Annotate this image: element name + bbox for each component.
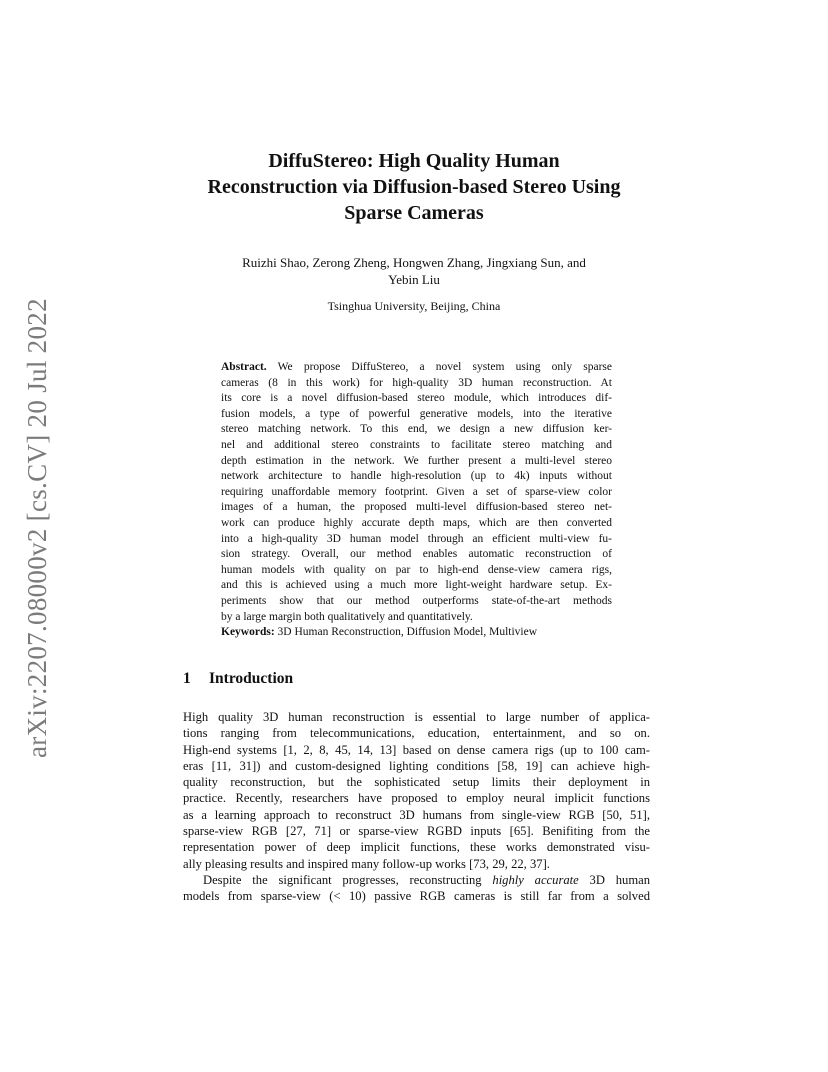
abstract-line: by a large margin both qualitatively and quantitatively. [221,610,473,623]
keywords-label: Keywords: [221,626,275,638]
abstract-line: requiring unaffordable memory footprint. Given a set of sparse-view color [221,485,612,498]
section-number: 1 [183,670,191,687]
abstract-line [221,360,612,376]
arxiv-stamp: arXiv:2207.08000v2 [cs.CV] 20 Jul 2022 [22,298,52,758]
body-line [183,872,650,888]
author-list [190,254,638,288]
abstract-line: human models with quality on par to high-end dense-view camera rigs, [221,563,612,576]
emphasis-text: highly accurate [492,872,579,887]
title-line: Sparse Cameras [344,202,484,224]
paper-title [150,148,678,226]
abstract-label: Abstract. [221,361,267,373]
body-line: ally pleasing results and inspired many follow-up works [73, 29, 22, 37]. [183,856,550,871]
authors-line: Ruizhi Shao, Zerong Zheng, Hongwen Zhang, Jingxiang Sun, and [242,255,586,270]
body-line: models from sparse-view (< 10) passive RGB cameras is still far from a solved [183,889,650,904]
section-heading-introduction [183,669,293,689]
body-line: quality reconstruction, but the sophisticated setup limits their deployment in [183,775,650,790]
abstract-line: depth estimation in the network. We further present a multi-level stereo [221,454,612,467]
body-line: practice. Recently, researchers have proposed to employ neural implicit functions [183,791,650,806]
abstract [221,360,612,625]
abstract-line: sion strategy. Overall, our method enables automatic reconstruction of [221,548,612,561]
body-line: as a learning approach to reconstruct 3D humans from single-view RGB [50, 51], [183,807,650,822]
body-line: representation power of deep implicit functions, these works demonstrated visu- [183,840,650,855]
abstract-line: images of a human, the proposed multi-level diffusion-based stereo net- [221,501,612,514]
abstract-line: nel and additional stereo constraints to facilitate stereo matching and [221,438,612,451]
abstract-line: stereo matching network. To this end, we design a new diffusion ker- [221,423,612,436]
body-line: sparse-view RGB [27, 71] or sparse-view RGBD inputs [65]. Benifiting from the [183,824,650,839]
body-text-run: Despite the significant progresses, reconstructing [203,872,493,887]
section-title: Introduction [209,670,294,687]
abstract-text: We propose DiffuStereo, a novel system using only sparse [266,361,612,373]
abstract-line: work can produce highly accurate depth maps, which are then converted [221,516,612,529]
keywords-text: 3D Human Reconstruction, Diffusion Model, Multiview [274,626,538,638]
title-line: DiffuStereo: High Quality Human [268,150,560,172]
affiliation: Tsinghua University, Beijing, China [327,299,501,313]
abstract-line: network architecture to handle high-resolution (up to 4k) inputs without [221,470,612,483]
body-text-run: 3D human [578,872,650,887]
body-line: High quality 3D human reconstruction is essential to large number of applica- [183,710,650,724]
abstract-line: its core is a novel diffusion-based stereo module, which introduces dif- [221,392,612,405]
authors-line: Yebin Liu [388,272,440,287]
body-line: eras [11, 31]) and custom-designed lighting conditions [58, 19] can achieve high- [183,758,650,773]
keywords [221,624,612,640]
abstract-line: and this is achieved using a much more light-weight hardware setup. Ex- [221,579,612,592]
introduction-body [183,709,650,905]
body-line: High-end systems [1, 2, 8, 45, 14, 13] based on dense camera rigs (up to 100 cam- [183,742,650,757]
abstract-line: fusion models, a type of powerful generative models, into the iterative [221,407,612,420]
abstract-line: cameras (8 in this work) for high-quality 3D human reconstruction. At [221,376,612,389]
body-line: tions ranging from telecommunications, education, entertainment, and so on. [183,726,650,741]
title-line: Reconstruction via Diffusion-based Stereo Using [207,176,621,198]
abstract-line: into a high-quality 3D human model through an efficient multi-view fu- [221,532,612,545]
abstract-line: periments show that our method outperforms state-of-the-art methods [221,594,612,607]
